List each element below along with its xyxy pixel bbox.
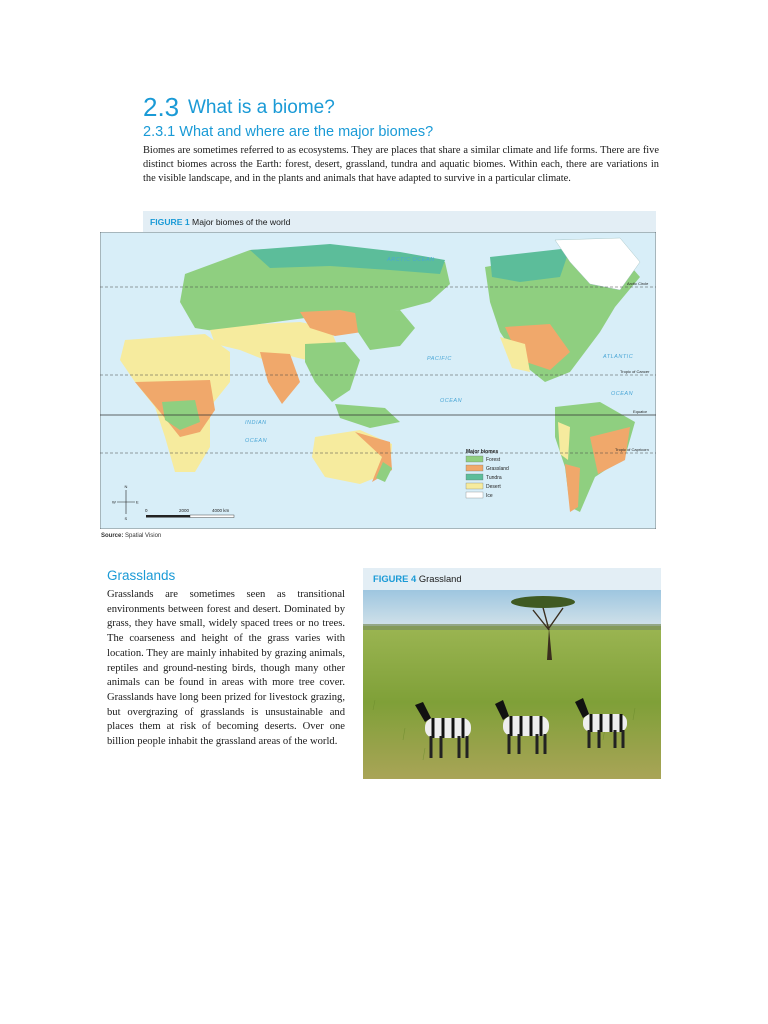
legend-label-ice: Ice bbox=[486, 493, 493, 499]
scale-mid: 2000 bbox=[179, 508, 190, 513]
figure1-number: FIGURE 1 bbox=[150, 217, 190, 227]
tropic-cancer-label: Tropic of Cancer bbox=[620, 369, 650, 374]
legend-swatch-forest bbox=[466, 456, 483, 462]
legend-label-tundra: Tundra bbox=[486, 475, 502, 481]
compass-n: N bbox=[124, 484, 128, 489]
legend-swatch-desert bbox=[466, 483, 483, 489]
indian-ocean-label-1: INDIAN bbox=[245, 420, 267, 426]
compass-s: S bbox=[124, 516, 128, 521]
grassland-photo bbox=[363, 590, 661, 779]
source-text: Spatial Vision bbox=[125, 533, 162, 539]
figure4-caption bbox=[373, 573, 462, 584]
source-label: Source: bbox=[101, 533, 124, 539]
pacific-ocean-label-2: OCEAN bbox=[440, 398, 463, 404]
scale-end: 4000 km bbox=[212, 508, 230, 513]
grasslands-paragraph: Grasslands are sometimes seen as transitional environments between forest and desert. Dominated by grass, they have small, widely spaced trees or no trees. The coarseness and height of the grass varies with location. They are mainly inhabited by grazing animals, reptiles and ground-nesting birds, though many other animals can be found in areas with more tree cover. Grasslands have long been prized for livestock grazing, but overgrazing of grasslands is unsustainable and places them at risk of becoming deserts. Over one billion people inhabit the grassland areas of the world. bbox=[107, 589, 345, 748]
arctic-ocean-label: ARCTIC OCEAN bbox=[387, 257, 435, 263]
grasslands-heading: Grasslands bbox=[107, 568, 176, 583]
legend-swatch-grassland bbox=[466, 465, 483, 471]
arctic-circle-label: Arctic Circle bbox=[627, 281, 649, 286]
tropic-capricorn-label: Tropic of Capricorn bbox=[615, 447, 649, 452]
legend-swatch-tundra bbox=[466, 474, 483, 480]
compass-w: W bbox=[112, 499, 116, 505]
legend-label-forest: Forest bbox=[486, 457, 501, 463]
legend-swatch-ice bbox=[466, 492, 483, 498]
legend-label-desert: Desert bbox=[486, 484, 501, 490]
atlantic-ocean-label-2: OCEAN bbox=[611, 391, 634, 397]
indian-ocean-label-2: OCEAN bbox=[245, 438, 268, 444]
figure4-number: FIGURE 4 bbox=[373, 573, 417, 584]
section-number: 2.3 bbox=[143, 92, 180, 122]
subsection-title: 2.3.1 What and where are the major biomes? bbox=[143, 124, 434, 140]
map-source bbox=[101, 533, 161, 539]
intro-paragraph: Biomes are sometimes referred to as ecosystems. They are places that share a similar climate and life forms. There are five distinct biomes across the Earth: forest, desert, grassland, tundra and aquatic biomes. Within each, there are variations in the visible landscape, and in the plants and animals that have adapted to survive in a particular climate. bbox=[143, 145, 659, 185]
atlantic-ocean-label-1: ATLANTIC bbox=[603, 354, 634, 360]
scale-zero: 0 bbox=[145, 508, 148, 513]
legend-title: Major biomes bbox=[466, 449, 499, 455]
figure1-caption-text: Major biomes of the world bbox=[192, 217, 291, 227]
equator-label: Equator bbox=[633, 409, 648, 414]
figure4-caption-text: Grassland bbox=[418, 573, 462, 584]
pacific-ocean-label-1: PACIFIC bbox=[427, 356, 452, 362]
biome-world-map bbox=[100, 232, 656, 529]
figure1-caption bbox=[150, 217, 290, 227]
section-title: What is a biome? bbox=[188, 97, 335, 118]
legend-label-grassland: Grassland bbox=[486, 466, 509, 472]
compass-e: E bbox=[136, 499, 139, 505]
